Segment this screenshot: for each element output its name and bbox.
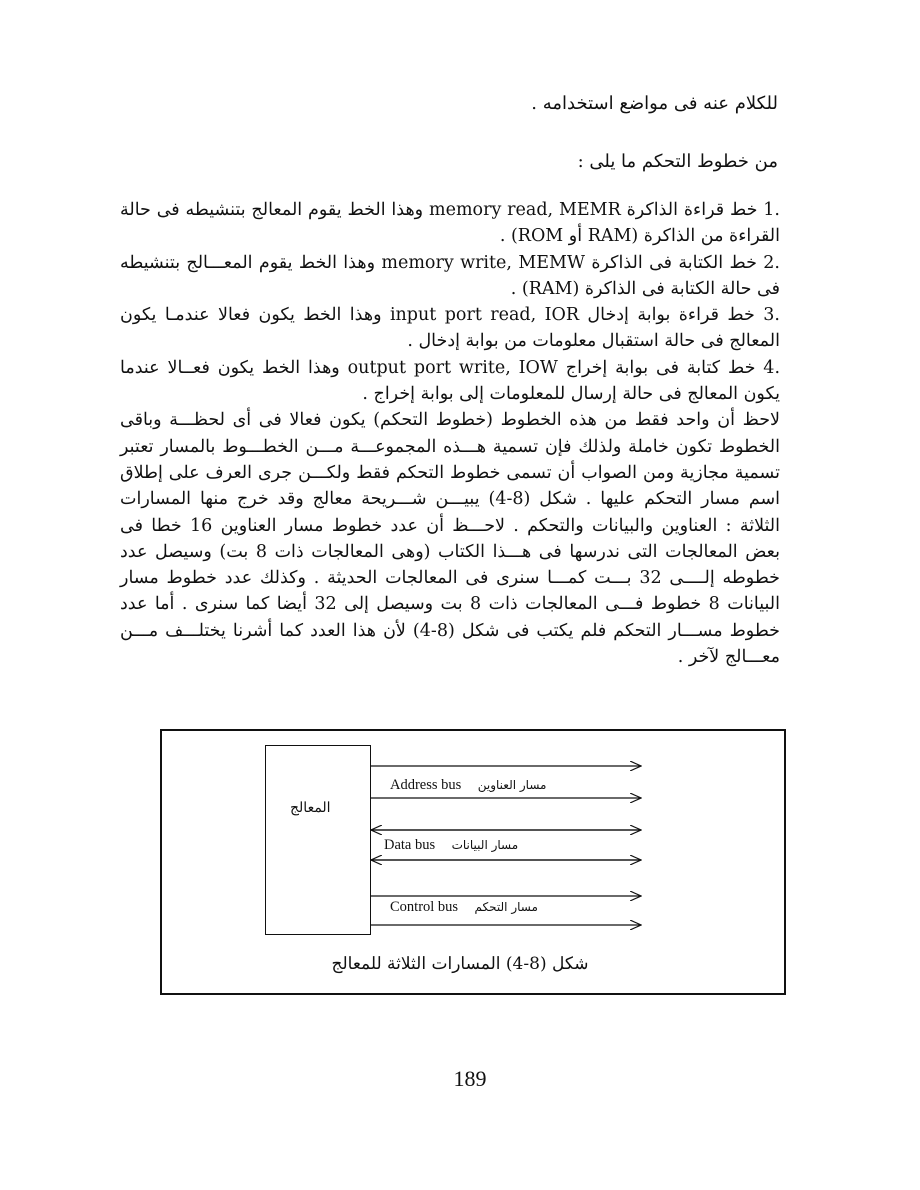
control-lines-list — [120, 197, 780, 670]
control-lines-intro: من خطوط التحكم ما يلى : — [577, 151, 778, 172]
data-bus-ar: مسار البيانات — [451, 838, 519, 852]
list-item-ior — [120, 302, 780, 355]
list-text: خط كتابة فى بوابة إخراج output port write, IOW وهذا الخط يكون فعــالا عندما يكون المعالج فى حالة إرسال للمعلومات إلى بوابة إخراج . — [120, 357, 780, 405]
address-bus-label — [390, 777, 546, 794]
control-bus-label — [390, 899, 538, 916]
processor-chip-box — [265, 745, 371, 935]
data-bus-en: Data bus — [384, 837, 436, 853]
list-text: خط قراءة بوابة إدخال input port read, IOR وهذا الخط يكون فعالا عندمـا يكون المعالج فى حالة استقبال معلومات من بوابة إدخال . — [120, 305, 780, 352]
processor-label: المعالج — [290, 800, 331, 816]
list-text: خط قراءة الذاكرة memory read, MEMR وهذا الخط يقوم المعالج بتنشيطه فى حالة القراءة من الذاكرة (RAM أو ROM) . — [120, 200, 780, 247]
page-number: 189 — [453, 1066, 487, 1091]
list-item-iow — [120, 355, 780, 408]
address-bus-en: Address bus — [390, 777, 462, 793]
control-bus-ar: مسار التحكم — [474, 900, 538, 914]
address-bus-ar: مسار العناوين — [477, 778, 547, 792]
list-number: .3 — [763, 305, 780, 326]
body-paragraph: لاحظ أن واحد فقط من هذه الخطوط (خطوط التحكم) يكون فعالا فى أى لحظـــة وباقى الخطوط تكون خاملة ولذلك فإن تسمية هـــذه المجموعـــة مـــن الخطـــوط بالمسار تعتبر تسمية مجازية ومن الصواب أن تسمى خطوط التحكم فقط ولكـــن جرى العرف على إطلاق اسم مسار التحكم عليها . شكل (8-4) يبيـــن شـــريحة معالج وقد خرج منها المسارات الثلاثة : العناوين والبيانات والتحكم . لاحـــظ أن عدد خطوط مسار العناوين 16 خطا فى بعض المعالجات التى ندرسها فى هـــذا الكتاب (وهى المعالجات ذات 8 بت) وسيصل عدد خطوطه إلــــى 32 بـــت كمـــا سنرى فى المعالجات الحديثة . وكذلك عدد خطوط مسار البيانات 8 خطوط فـــى المعالجات ذات 8 بت وسيصل إلى 32 أيضا كما سنرى . أما عدد خطوط مســـار التحكم فلم يكتب فى شكل (8-4) لأن هذا العدد كما أشرنا يختلـــف مـــن معـــالج لآخر . — [120, 410, 780, 668]
data-bus-label — [384, 837, 518, 854]
list-item-memw — [120, 250, 780, 303]
list-number: .2 — [763, 252, 780, 273]
list-text: خط الكتابة فى الذاكرة memory write, MEMW وهذا الخط يقوم المعـــالج بتنشيطه فى حالة الكتابة فى الذاكرة (RAM) . — [120, 252, 780, 299]
list-number: .4 — [763, 357, 781, 378]
figure-caption: شكل (8-4) المسارات الثلاثة للمعالج — [331, 954, 589, 974]
control-bus-en: Control bus — [390, 899, 459, 915]
continuation-line: للكلام عنه فى مواضع استخدامه . — [531, 93, 778, 114]
list-number: .1 — [763, 200, 780, 220]
list-item-memr — [120, 197, 780, 250]
